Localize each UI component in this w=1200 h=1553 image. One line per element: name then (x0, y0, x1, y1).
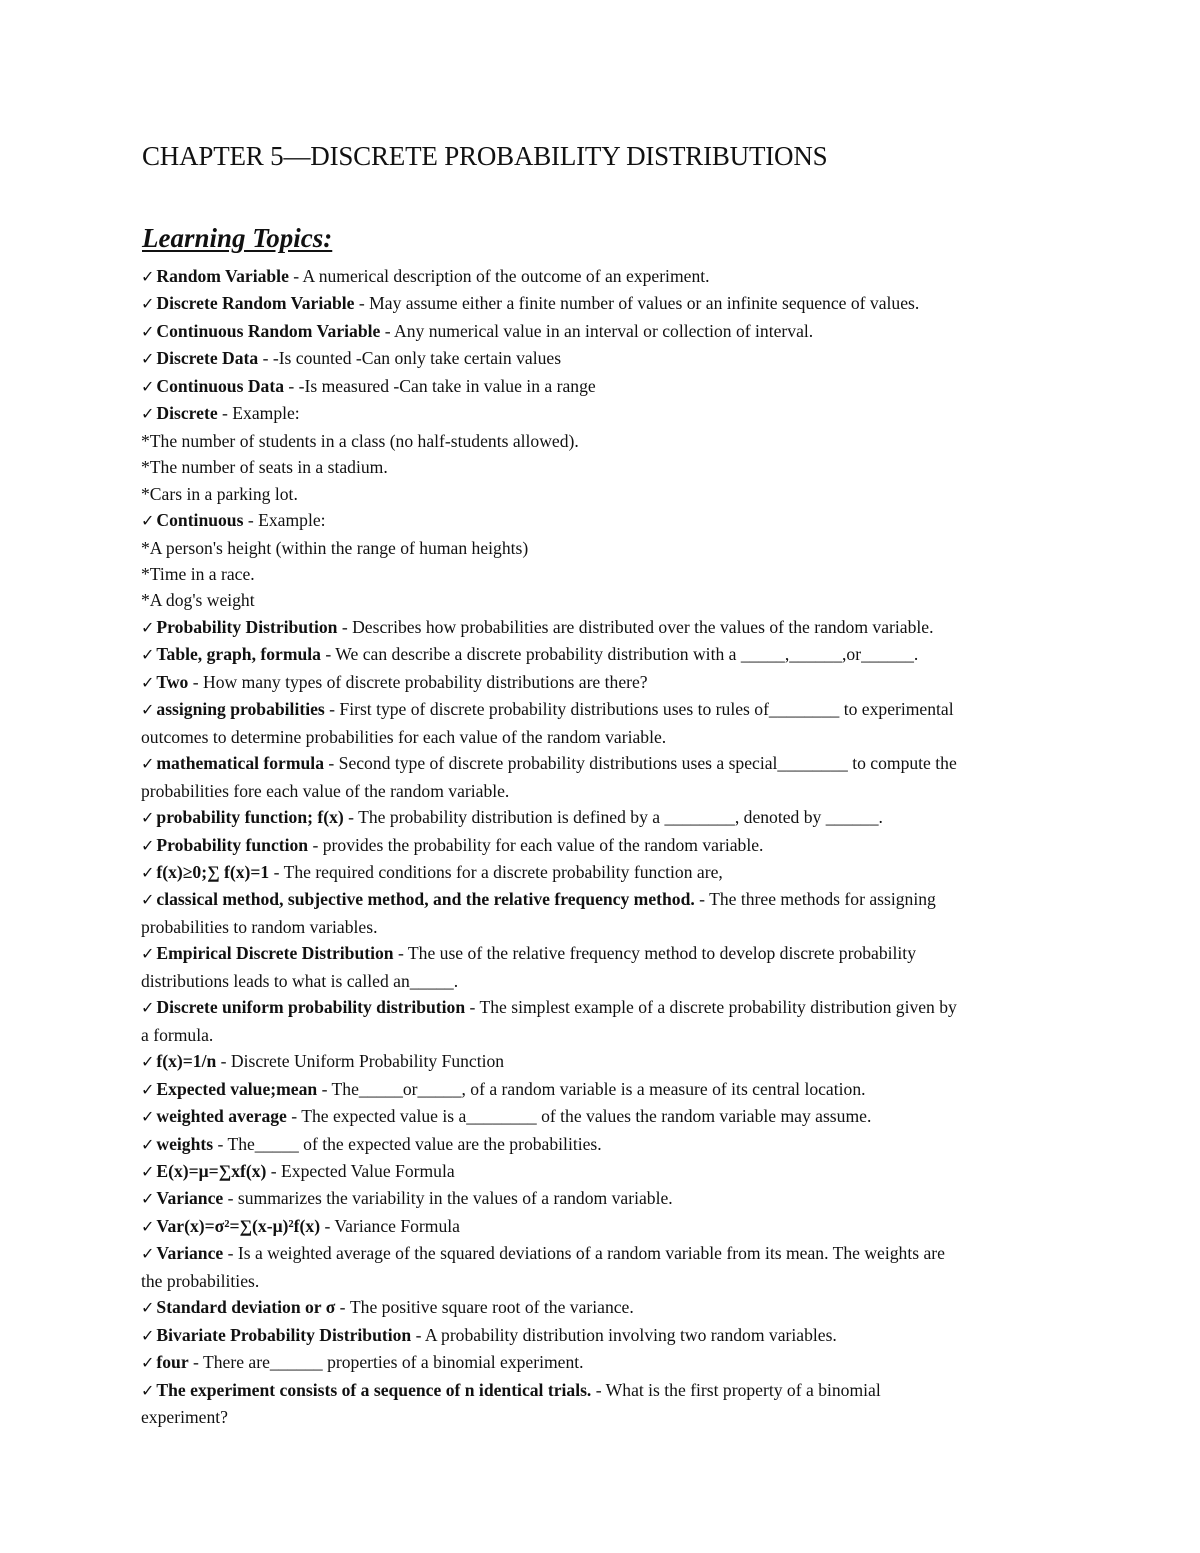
checkmark-icon: ✓ (141, 754, 155, 774)
topic-continuation (141, 561, 1061, 587)
topic-item (141, 859, 1061, 886)
topic-text: *A dog's weight (141, 590, 255, 611)
topic-term: Variance (156, 1243, 224, 1264)
learning-topics-list (141, 263, 1061, 1430)
topic-term: weighted average (156, 1106, 287, 1127)
topic-item (141, 1048, 1061, 1075)
checkmark-icon: ✓ (141, 617, 155, 637)
topic-term: Two (156, 671, 189, 692)
topic-item (141, 1103, 1061, 1130)
topic-text: - May assume either a finite number of values or an infinite sequence of values. (354, 293, 920, 314)
topic-continuation (141, 724, 1061, 750)
topic-text: - What is the first property of a binomial (591, 1379, 881, 1400)
topic-term: f(x)=1/n (156, 1051, 217, 1072)
topic-term: Probability function (156, 834, 309, 855)
topic-term: Discrete Random Variable (156, 293, 355, 314)
topic-continuation (141, 1404, 1061, 1430)
topic-term: Variance (156, 1188, 224, 1209)
checkmark-icon: ✓ (141, 1244, 155, 1264)
topic-item (141, 641, 1061, 668)
checkmark-icon: ✓ (141, 808, 155, 828)
topic-text: - First type of discrete probability distributions uses to rules of________ to experimental (324, 699, 954, 720)
topic-item (141, 994, 1061, 1021)
topic-item (141, 1240, 1061, 1267)
topic-text: - The probability distribution is defined by a ________, denoted by ______. (343, 807, 883, 828)
topic-term: Continuous (156, 510, 244, 531)
checkmark-icon: ✓ (141, 890, 155, 910)
checkmark-icon: ✓ (141, 1189, 155, 1209)
topic-item (141, 1076, 1061, 1103)
topic-text: - Variance Formula (320, 1215, 460, 1236)
checkmark-icon: ✓ (141, 349, 155, 369)
topic-item (141, 614, 1061, 641)
topic-text: a formula. (141, 1024, 214, 1045)
topic-term: Standard deviation or σ (156, 1297, 336, 1318)
topic-term: Discrete uniform probability distribution (156, 997, 466, 1018)
checkmark-icon: ✓ (141, 1353, 155, 1373)
topic-term: Empirical Discrete Distribution (156, 943, 394, 964)
topic-term: Random Variable (156, 266, 289, 286)
topic-continuation (141, 1022, 1061, 1048)
topic-text: probabilities fore each value of the random variable. (141, 780, 510, 801)
topic-term: Continuous Random Variable (156, 320, 381, 341)
topic-continuation (141, 778, 1061, 804)
checkmark-icon: ✓ (141, 1161, 155, 1181)
checkmark-icon: ✓ (141, 376, 155, 396)
topic-text: *Time in a race. (141, 563, 255, 584)
topic-item (141, 940, 1061, 967)
learning-topics-heading: Learning Topics: (142, 223, 333, 253)
checkmark-icon: ✓ (141, 321, 155, 341)
topic-text: the probabilities. (141, 1270, 260, 1291)
checkmark-icon: ✓ (141, 1079, 155, 1099)
checkmark-icon: ✓ (141, 1052, 155, 1072)
topic-item (141, 1377, 1061, 1404)
topic-text: - Second type of discrete probability distributions uses a special________ to compute the (324, 753, 957, 774)
checkmark-icon: ✓ (141, 294, 155, 314)
topic-item (141, 373, 1061, 400)
topic-text: - provides the probability for each value of the random variable. (308, 834, 764, 855)
topic-term: weights (156, 1133, 214, 1154)
topic-term: E(x)=μ=∑xf(x) (156, 1160, 267, 1181)
topic-continuation (141, 968, 1061, 994)
topic-continuation (141, 535, 1061, 561)
topic-item (141, 1349, 1061, 1376)
topic-text: - Is a weighted average of the squared deviations of a random variable from its mean. The weights are (223, 1243, 945, 1264)
checkmark-icon: ✓ (141, 998, 155, 1018)
topic-text: experiment? (141, 1407, 228, 1428)
topic-term: Expected value;mean (156, 1078, 318, 1099)
topic-text: - -Is counted -Can only take certain values (258, 348, 562, 369)
topic-text: distributions leads to what is called an_____. (141, 970, 459, 991)
topic-text: probabilities to random variables. (141, 916, 378, 937)
topic-term: Var(x)=σ²=∑(x-μ)²f(x) (156, 1215, 321, 1236)
topic-item (141, 696, 1061, 723)
topic-item (141, 507, 1061, 534)
checkmark-icon: ✓ (141, 1134, 155, 1154)
checkmark-icon: ✓ (141, 1107, 155, 1127)
topic-text: - The simplest example of a discrete probability distribution given by (465, 997, 957, 1018)
checkmark-icon: ✓ (141, 511, 155, 531)
checkmark-icon: ✓ (141, 1380, 155, 1400)
topic-term: Table, graph, formula (156, 644, 321, 665)
topic-text: - Discrete Uniform Probability Function (216, 1051, 505, 1072)
topic-text: - Expected Value Formula (266, 1160, 455, 1181)
topic-text: *The number of seats in a stadium. (141, 457, 388, 478)
topic-term: probability function; f(x) (156, 807, 344, 828)
topic-text: - There are______ properties of a binomial experiment. (188, 1352, 584, 1373)
topic-text: - The_____or_____, of a random variable is a measure of its central location. (317, 1078, 866, 1099)
topic-continuation (141, 481, 1061, 507)
topic-text: - A probability distribution involving two random variables. (411, 1324, 837, 1345)
topic-item (141, 400, 1061, 427)
topic-text: - We can describe a discrete probability distribution with a _____,______,or______. (320, 644, 919, 665)
topic-text: - Describes how probabilities are distributed over the values of the random variable. (337, 616, 934, 637)
topic-term: The experiment consists of a sequence of n identical trials. (156, 1379, 592, 1400)
topic-text: - A numerical description of the outcome of an experiment. (288, 266, 710, 286)
topic-term: four (156, 1352, 189, 1373)
topic-term: Probability Distribution (156, 616, 338, 637)
topic-text: - summarizes the variability in the values of a random variable. (223, 1188, 673, 1209)
topic-item (141, 750, 1061, 777)
topic-item (141, 263, 1061, 290)
topic-continuation (141, 914, 1061, 940)
topic-term: Continuous Data (156, 375, 284, 396)
topic-item (141, 804, 1061, 831)
topic-text: - -Is measured -Can take in value in a range (284, 375, 596, 396)
topic-text: *Cars in a parking lot. (141, 483, 298, 504)
topic-term: mathematical formula (156, 753, 324, 774)
checkmark-icon: ✓ (141, 645, 155, 665)
topic-text: - The expected value is a________ of the values the random variable may assume. (286, 1106, 872, 1127)
chapter-title: CHAPTER 5—DISCRETE PROBABILITY DISTRIBUTIONS (142, 141, 828, 171)
topic-text: - The positive square root of the variance. (335, 1297, 634, 1318)
topic-item (141, 1131, 1061, 1158)
topic-term: Discrete (156, 403, 218, 424)
topic-item (141, 290, 1061, 317)
topic-text: outcomes to determine probabilities for each value of the random variable. (141, 726, 667, 747)
topic-text: - The three methods for assigning (694, 889, 936, 910)
topic-item (141, 318, 1061, 345)
topic-item (141, 886, 1061, 913)
topic-item (141, 832, 1061, 859)
topic-text: - The use of the relative frequency method to develop discrete probability (393, 943, 916, 964)
checkmark-icon: ✓ (141, 1216, 155, 1236)
topic-text: - The required conditions for a discrete probability function are, (269, 861, 723, 882)
topic-term: f(x)≥0;∑ f(x)=1 (156, 861, 270, 882)
checkmark-icon: ✓ (141, 1298, 155, 1318)
topic-term: assigning probabilities (156, 699, 325, 720)
checkmark-icon: ✓ (141, 700, 155, 720)
topic-text: *The number of students in a class (no half-students allowed). (141, 430, 579, 451)
topic-item (141, 345, 1061, 372)
topic-item (141, 1213, 1061, 1240)
topic-text: - The_____ of the expected value are the probabilities. (213, 1133, 602, 1154)
topic-text: - How many types of discrete probability distributions are there? (188, 671, 648, 692)
topic-continuation (141, 454, 1061, 480)
topic-item (141, 669, 1061, 696)
topic-term: Bivariate Probability Distribution (156, 1324, 412, 1345)
topic-continuation (141, 587, 1061, 613)
topic-term: Discrete Data (156, 348, 259, 369)
checkmark-icon: ✓ (141, 267, 155, 286)
topic-continuation (141, 1268, 1061, 1294)
topic-text: *A person's height (within the range of human heights) (141, 537, 529, 558)
topic-item (141, 1322, 1061, 1349)
topic-text: - Any numerical value in an interval or collection of interval. (380, 320, 814, 341)
checkmark-icon: ✓ (141, 944, 155, 964)
topic-item (141, 1158, 1061, 1185)
topic-text: - Example: (243, 510, 326, 531)
topic-item (141, 1185, 1061, 1212)
checkmark-icon: ✓ (141, 1325, 155, 1345)
topic-item (141, 1294, 1061, 1321)
checkmark-icon: ✓ (141, 404, 155, 424)
checkmark-icon: ✓ (141, 862, 155, 882)
checkmark-icon: ✓ (141, 835, 155, 855)
topic-continuation (141, 428, 1061, 454)
topic-term: classical method, subjective method, and the relative frequency method. (156, 889, 695, 910)
topic-text: - Example: (217, 403, 300, 424)
checkmark-icon: ✓ (141, 672, 155, 692)
